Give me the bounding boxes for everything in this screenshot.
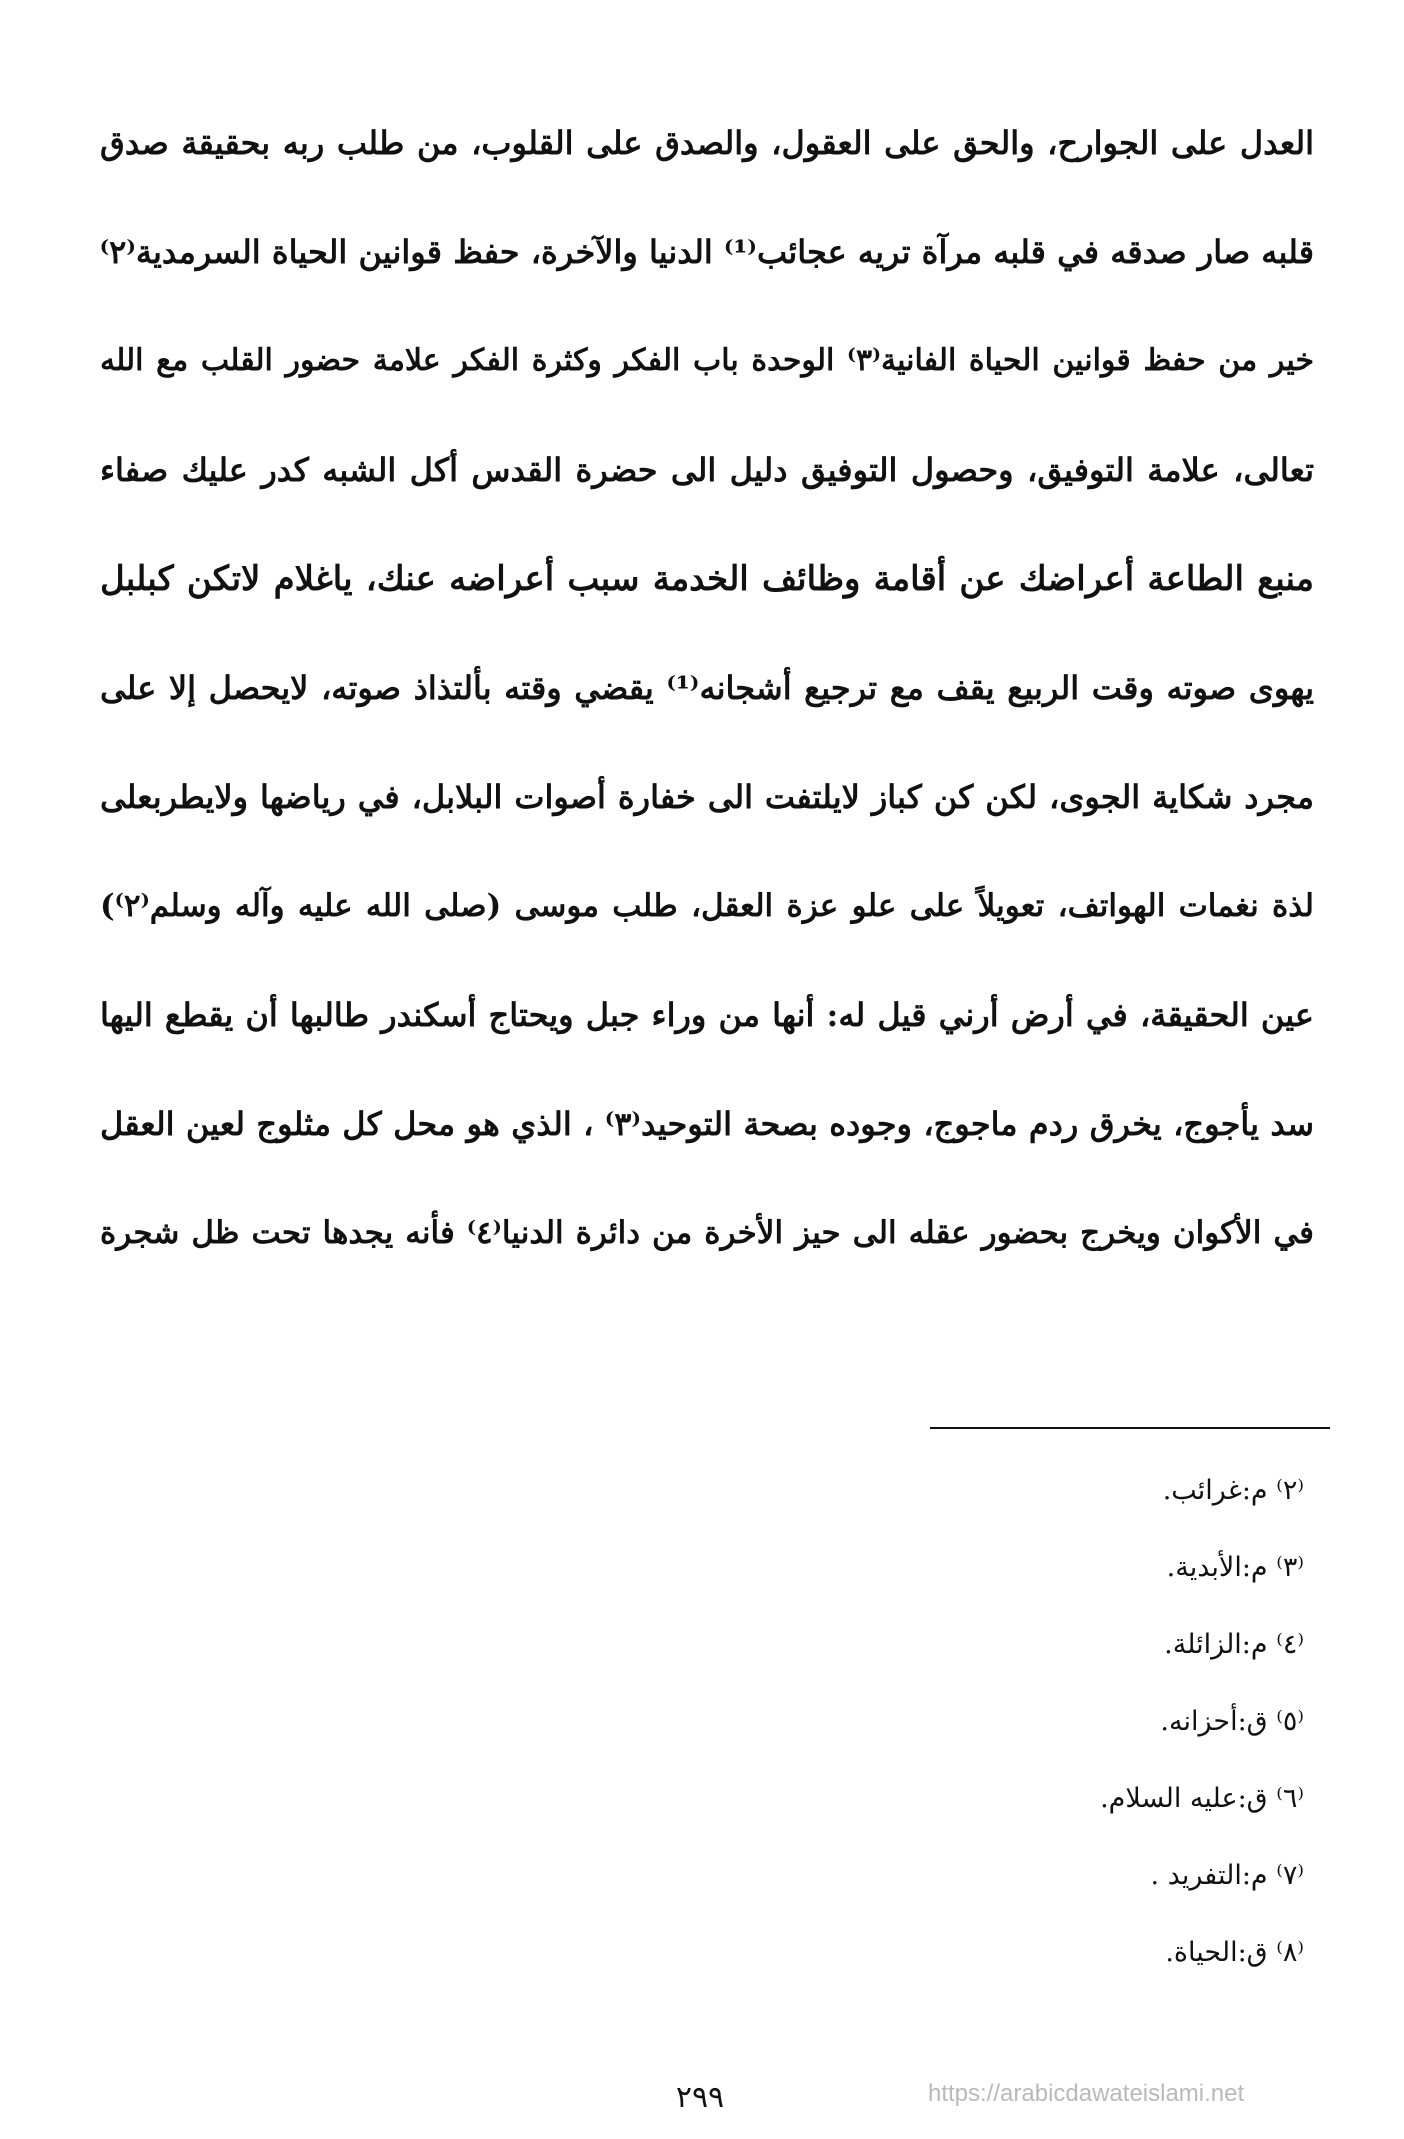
text-line: خير من حفظ قوانين الحياة الفانية⁽٣⁾ الوحدة باب الفكر وكثرة الفكر علامة حضور القلب مع الله — [100, 343, 1314, 378]
footnotes — [804, 1466, 1304, 2005]
main-text — [100, 108, 1314, 1307]
footnote: ⁽٥⁾ ق:أحزانه. — [1160, 1706, 1304, 1737]
text-line: مجرد شكاية الجوى، لكن كن كباز لايلتفت الى خفارة أصوات البلابل، في رياضها ولايطربعلى — [100, 778, 1314, 816]
footnote: ⁽٨⁾ ق:الحياة. — [1165, 1937, 1304, 1968]
footnote: ⁽٣⁾ م:الأبدية. — [1166, 1552, 1304, 1583]
footnote: ⁽٦⁾ ق:عليه السلام. — [1100, 1783, 1304, 1814]
text-line: في الأكوان ويخرج بحضور عقله الى حيز الأخرة من دائرة الدنيا⁽٤⁾ فأنه يجدها تحت ظل شجرة — [100, 1215, 1314, 1251]
text-line: منبع الطاعة أعراضك عن أقامة وظائف الخدمة سبب أعراضه عنك، ياغلام لاتكن كبلبل — [100, 559, 1314, 599]
text-line: العدل على الجوارح، والحق على العقول، والصدق على القلوب، من طلب ربه بحقيقة صدق — [100, 124, 1314, 162]
watermark-url: https://arabicdawateislami.net — [928, 2080, 1245, 2107]
footnote: ⁽٤⁾ م:الزائلة. — [1164, 1629, 1304, 1660]
text-line: يهوى صوته وقت الربيع يقف مع ترجيع أشجانه⁽¹⁾ يقضي وقته بألتذاذ صوته، لايحصل إلا على — [100, 669, 1314, 707]
text-line: تعالى، علامة التوفيق، وحصول التوفيق دليل الى حضرة القدس أكل الشبه كدر عليك صفاء — [100, 451, 1314, 489]
footnote-separator — [930, 1427, 1330, 1429]
page-number: ٢٩٩ — [675, 2080, 725, 2115]
text-line: قلبه صار صدقه في قلبه مرآة تريه عجائب⁽¹⁾ الدنيا والآخرة، حفظ قوانين الحياة السرمدية⁽٢⁾ — [100, 233, 1314, 271]
text-line: سد يأجوج، يخرق ردم ماجوج، وجوده بصحة التوحيد⁽٣⁾ ، الذي هو محل كل مثلوج لعين العقل — [100, 1105, 1314, 1143]
footnote: ⁽٧⁾ م:التفريد . — [1150, 1860, 1304, 1891]
text-line: لذة نغمات الهواتف، تعويلاً على علو عزة العقل، طلب موسى (صلى الله عليه وآله وسلم⁽٢⁾) — [100, 888, 1314, 924]
footnote: ⁽٢⁾ م:غرائب. — [1162, 1475, 1304, 1506]
text-line: عين الحقيقة، في أرض أرني قيل له: أنها من وراء جبل ويحتاج أسكندر طالبها أن يقطع اليها — [100, 996, 1314, 1034]
